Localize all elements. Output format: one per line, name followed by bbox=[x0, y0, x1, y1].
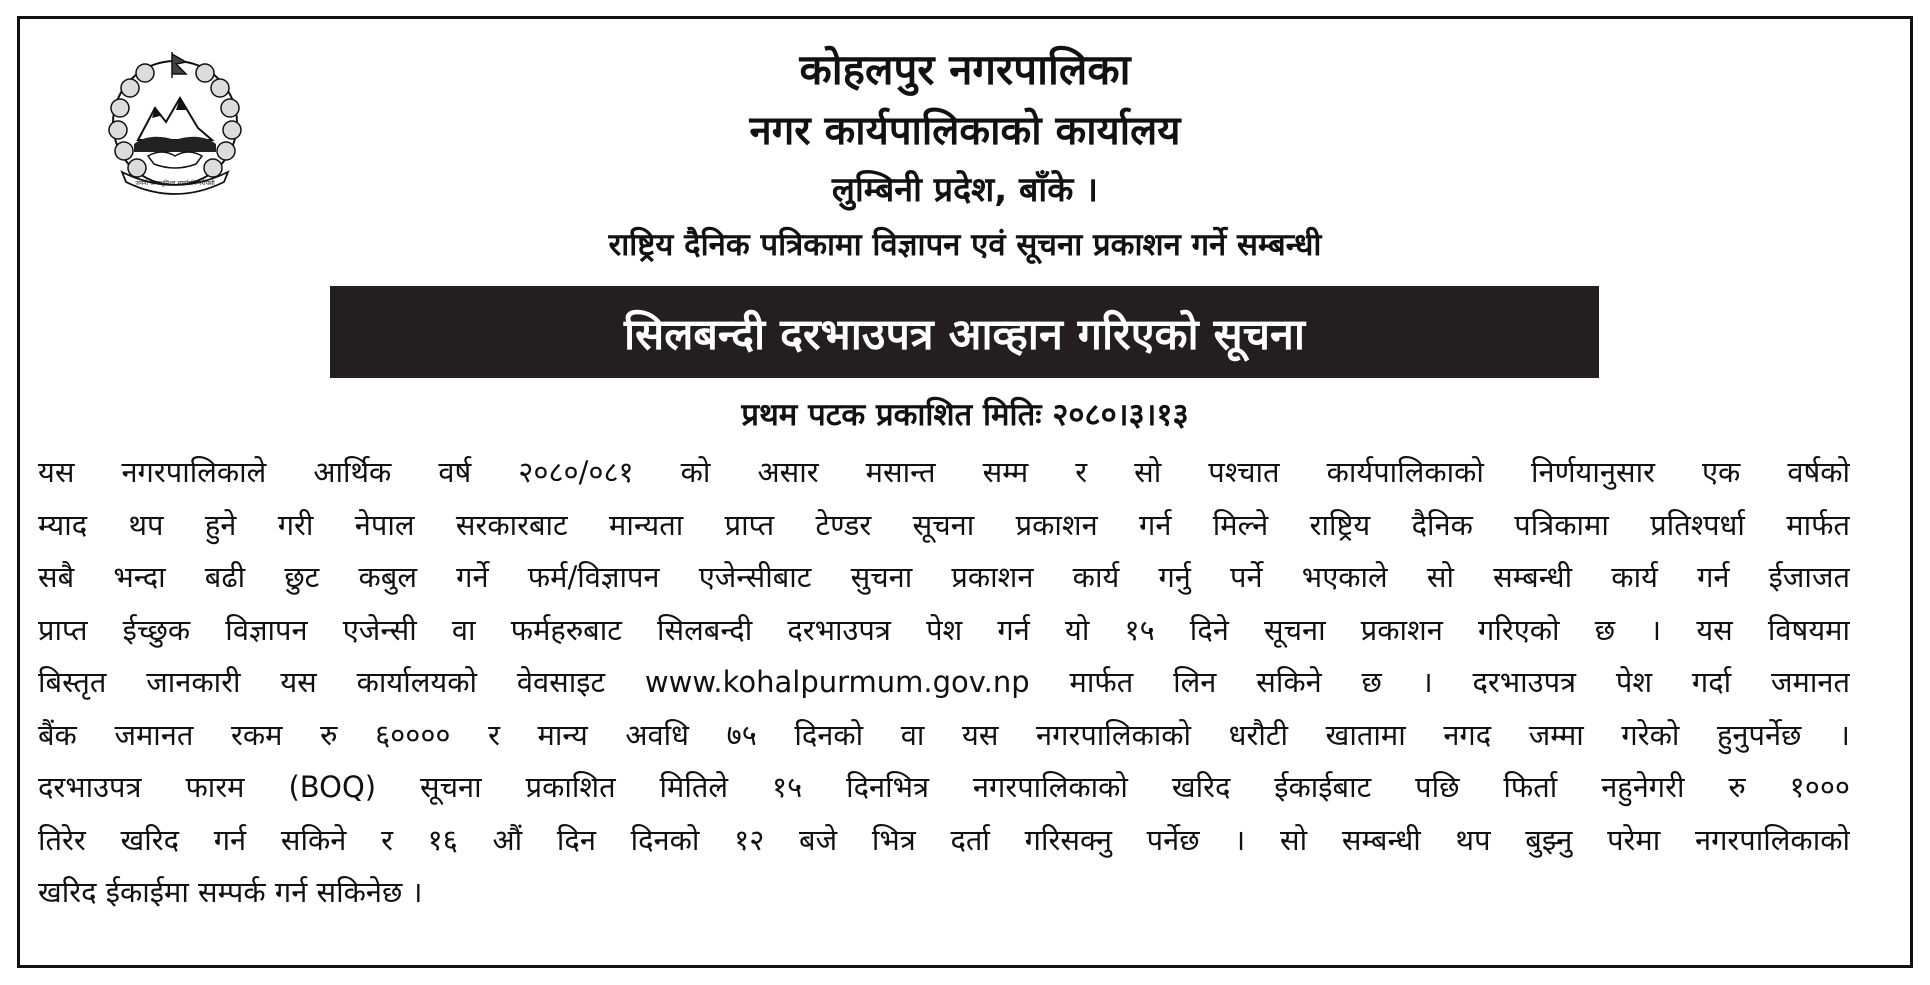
office-name: नगर कार्यपालिकाको कार्यालय bbox=[749, 108, 1181, 154]
nepal-government-emblem-icon bbox=[100, 48, 250, 198]
notice-line: बिस्तृत जानकारी यस कार्यालयको वेवसाइट www.kohalpurmum.gov.np मार्फत लिन सकिने छ । दरभाउपत्र पेश गर्दा जमानत bbox=[38, 665, 1850, 699]
notice-line: तिरेर खरिद गर्न सकिने र १६ औं दिन दिनको १२ बजे भित्र दर्ता गरिसक्नु पर्नेछ । सो सम्बन्धी थप बुझ्नु परेमा नगरपालिकाको bbox=[38, 822, 1850, 857]
office-address: लुम्बिनी प्रदेश, बाँके । bbox=[831, 170, 1099, 210]
notice-line: दरभाउपत्र फारम (BOQ) सूचना प्रकाशित मितिले १५ दिनभित्र नगरपालिकाको खरिद ईकाईबाट पछि फिर्ता नहुनेगरी रु १००० bbox=[38, 770, 1850, 804]
notice-title-banner bbox=[330, 286, 1599, 378]
notice-line: बैंक जमानत रकम रु ६०००० र मान्य अवधि ७५ दिनको वा यस नगरपालिकाको धरौटी खातामा नगद जम्मा गरेको हुनुपर्नेछ । bbox=[38, 717, 1850, 752]
org-name: कोहलपुर नगरपालिका bbox=[799, 45, 1131, 94]
notice-line: खरिद ईकाईमा सम्पर्क गर्न सकिनेछ । bbox=[38, 875, 423, 909]
publication-date: प्रथम पटक प्रकाशित मितिः २०८०।३।१३ bbox=[741, 397, 1189, 433]
notice-subject: राष्ट्रिय दैनिक पत्रिकामा विज्ञापन एवं सूचना प्रकाशन गर्ने सम्बन्धी bbox=[608, 227, 1322, 263]
notice-line: प्राप्त ईच्छुक विज्ञापन एजेन्सी वा फर्महरुबाट सिलबन्दी दरभाउपत्र पेश गर्न यो १५ दिने सूचना प्रकाशन गरिएको छ । यस विषयमा bbox=[38, 612, 1850, 647]
notice-line: यस नगरपालिकाले आर्थिक वर्ष २०८०/०८१ को असार मसान्त सम्म र सो पश्चात कार्यपालिकाको निर्णयानुसार एक वर्षको bbox=[38, 455, 1850, 489]
notice-line: म्याद थप हुने गरी नेपाल सरकारबाट मान्यता प्राप्त टेण्डर सूचना प्रकाशन गर्न मिल्ने राष्ट्रिय दैनिक पत्रिकामा प्रतिश्पर्धा मार्फत bbox=[38, 507, 1850, 542]
notice-title: सिलबन्दी दरभाउपत्र आव्हान गरिएको सूचना bbox=[623, 309, 1305, 360]
svg-text:जननी जन्मभूमिश्च स्वर्गादपि गर: जननी जन्मभूमिश्च स्वर्गादपि गरीयसी bbox=[135, 180, 215, 187]
notice-line: सबै भन्दा बढी छुट कबुल गर्ने फर्म/विज्ञापन एजेन्सीबाट सुचना प्रकाशन कार्य गर्नु पर्ने भएकाले सो सम्बन्धी कार्य गर्न ईजाजत bbox=[38, 560, 1850, 594]
notice-body bbox=[38, 446, 1850, 919]
